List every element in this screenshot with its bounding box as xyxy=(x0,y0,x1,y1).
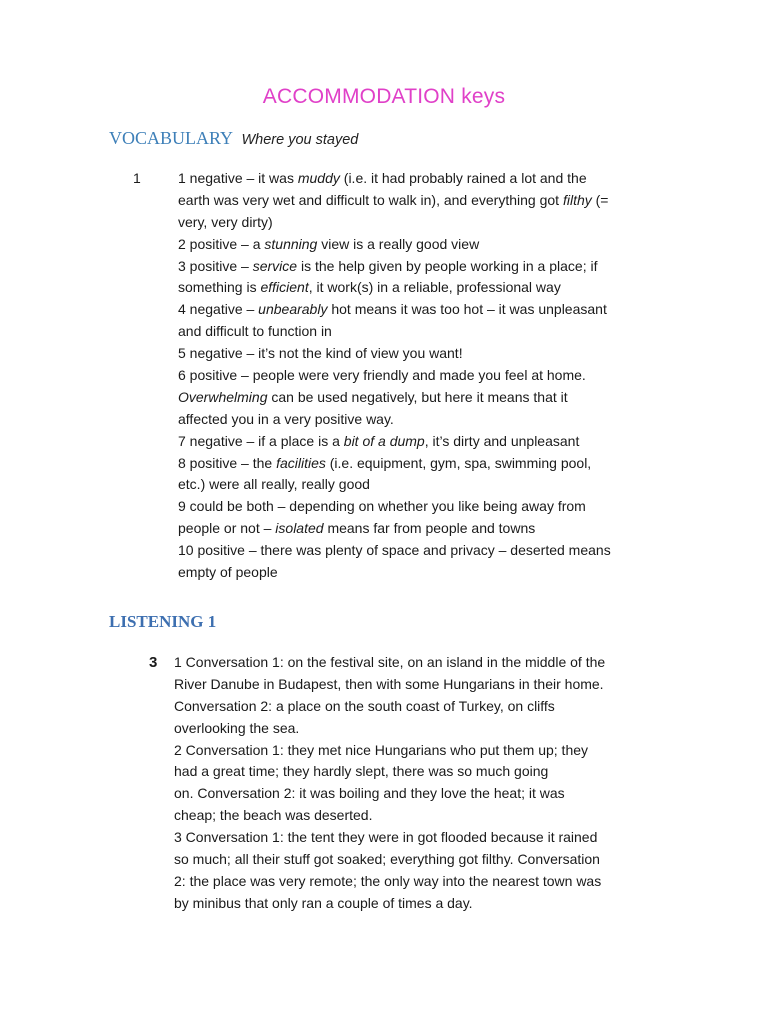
text-segment: hot means it was too hot – it was unpleasant xyxy=(327,301,607,318)
text-segment: 5 negative – it’s not the kind of view you want! xyxy=(178,345,463,362)
text-segment: (= xyxy=(591,191,609,208)
text-segment: etc.) were all really, really good xyxy=(178,476,370,493)
vocabulary-exercise-number: 1 xyxy=(133,170,141,186)
text-segment: 9 could be both – depending on whether you like being away from xyxy=(178,498,586,515)
text-segment: view is a really good view xyxy=(317,235,480,252)
text-segment: 2: the place was very remote; the only way into the nearest town was xyxy=(174,872,602,889)
text-line xyxy=(178,168,678,190)
text-line xyxy=(174,718,674,740)
text-line xyxy=(178,256,678,278)
text-segment: by minibus that only ran a couple of times a day. xyxy=(174,894,473,911)
text-line xyxy=(174,761,674,783)
text-line xyxy=(178,387,678,409)
text-line xyxy=(178,321,678,343)
text-line xyxy=(178,277,678,299)
text-line xyxy=(178,234,678,256)
italic-term: unbearably xyxy=(258,301,328,318)
vocabulary-subheading: Where you stayed xyxy=(241,132,359,148)
text-line xyxy=(178,299,678,321)
text-line xyxy=(178,343,678,365)
italic-term: efficient xyxy=(260,279,309,296)
italic-term: facilities xyxy=(276,454,326,471)
text-segment: (i.e. equipment, gym, spa, swimming pool, xyxy=(325,454,592,471)
text-segment: 6 positive – people were very friendly and made you feel at home. xyxy=(178,367,586,384)
italic-term: bit of a dump xyxy=(343,432,425,449)
text-segment: people or not – xyxy=(178,520,276,537)
text-line xyxy=(174,783,674,805)
vocabulary-answers xyxy=(178,168,678,584)
text-segment: 4 negative – xyxy=(178,301,259,318)
text-segment: 3 positive – xyxy=(178,257,253,274)
listening-heading: LISTENING 1 xyxy=(109,612,217,631)
text-segment: 2 Conversation 1: they met nice Hungarians who put them up; they xyxy=(174,741,589,758)
vocabulary-heading-word: VOCABULARY xyxy=(109,128,234,148)
text-segment: affected you in a very positive way. xyxy=(178,410,394,427)
text-line xyxy=(178,212,678,234)
text-segment: 2 positive – a xyxy=(178,235,265,252)
text-line xyxy=(174,805,674,827)
text-line xyxy=(174,696,674,718)
text-segment: so much; all their stuff got soaked; everything got filthy. Conversation xyxy=(174,851,600,868)
text-segment: Conversation 2: a place on the south coast of Turkey, on cliffs xyxy=(174,697,555,714)
text-line xyxy=(174,740,674,762)
text-line xyxy=(174,652,674,674)
text-segment: is the help given by people working in a place; if xyxy=(297,257,598,274)
italic-term: isolated xyxy=(275,520,324,537)
document-title: ACCOMMODATION keys xyxy=(262,85,506,108)
italic-term: muddy xyxy=(297,170,340,186)
text-line xyxy=(174,827,674,849)
italic-term: service xyxy=(252,257,298,274)
italic-term: filthy xyxy=(562,191,592,208)
italic-term: Overwhelming xyxy=(178,388,268,405)
text-line xyxy=(178,496,678,518)
text-segment: 10 positive – there was plenty of space and privacy – deserted means xyxy=(178,542,611,559)
text-segment: very, very dirty) xyxy=(178,213,273,230)
text-line xyxy=(178,474,678,496)
text-segment: 1 Conversation 1: on the festival site, on an island in the middle of the xyxy=(174,654,606,670)
text-line xyxy=(174,871,674,893)
text-segment: 8 positive – the xyxy=(178,454,277,471)
text-segment: something is xyxy=(178,279,261,296)
italic-term: stunning xyxy=(264,235,318,252)
listening-exercise-number: 3 xyxy=(149,654,158,671)
text-line xyxy=(178,431,678,453)
text-line xyxy=(178,562,678,584)
text-segment: on. Conversation 2: it was boiling and they love the heat; it was xyxy=(174,785,565,802)
text-segment: , it’s dirty and unpleasant xyxy=(424,432,580,449)
text-line xyxy=(178,365,678,387)
text-line xyxy=(174,849,674,871)
text-segment: had a great time; they hardly slept, there was so much going xyxy=(174,763,549,780)
text-line xyxy=(178,453,678,475)
text-segment: can be used negatively, but here it means that it xyxy=(267,388,568,405)
text-segment: means far from people and towns xyxy=(323,520,536,537)
text-segment: overlooking the sea. xyxy=(174,719,300,736)
text-segment: 7 negative – if a place is a xyxy=(178,432,344,449)
text-segment: and difficult to function in xyxy=(178,323,332,340)
listening-answers xyxy=(174,652,674,915)
text-line xyxy=(174,674,674,696)
text-line xyxy=(178,518,678,540)
vocabulary-heading xyxy=(109,128,358,149)
text-segment: , it work(s) in a reliable, professional way xyxy=(308,279,561,296)
text-line xyxy=(174,893,674,915)
text-line xyxy=(178,409,678,431)
text-segment: empty of people xyxy=(178,564,278,581)
text-segment: 1 negative – it was xyxy=(178,170,298,186)
text-segment: (i.e. it had probably rained a lot and the xyxy=(339,170,587,186)
text-segment: River Danube in Budapest, then with some Hungarians in their home. xyxy=(174,675,604,692)
text-line xyxy=(178,540,678,562)
text-line xyxy=(178,190,678,212)
text-segment: 3 Conversation 1: the tent they were in got flooded because it rained xyxy=(174,829,598,846)
text-segment: earth was very wet and difficult to walk in), and everything got xyxy=(178,191,563,208)
text-segment: cheap; the beach was deserted. xyxy=(174,807,373,824)
